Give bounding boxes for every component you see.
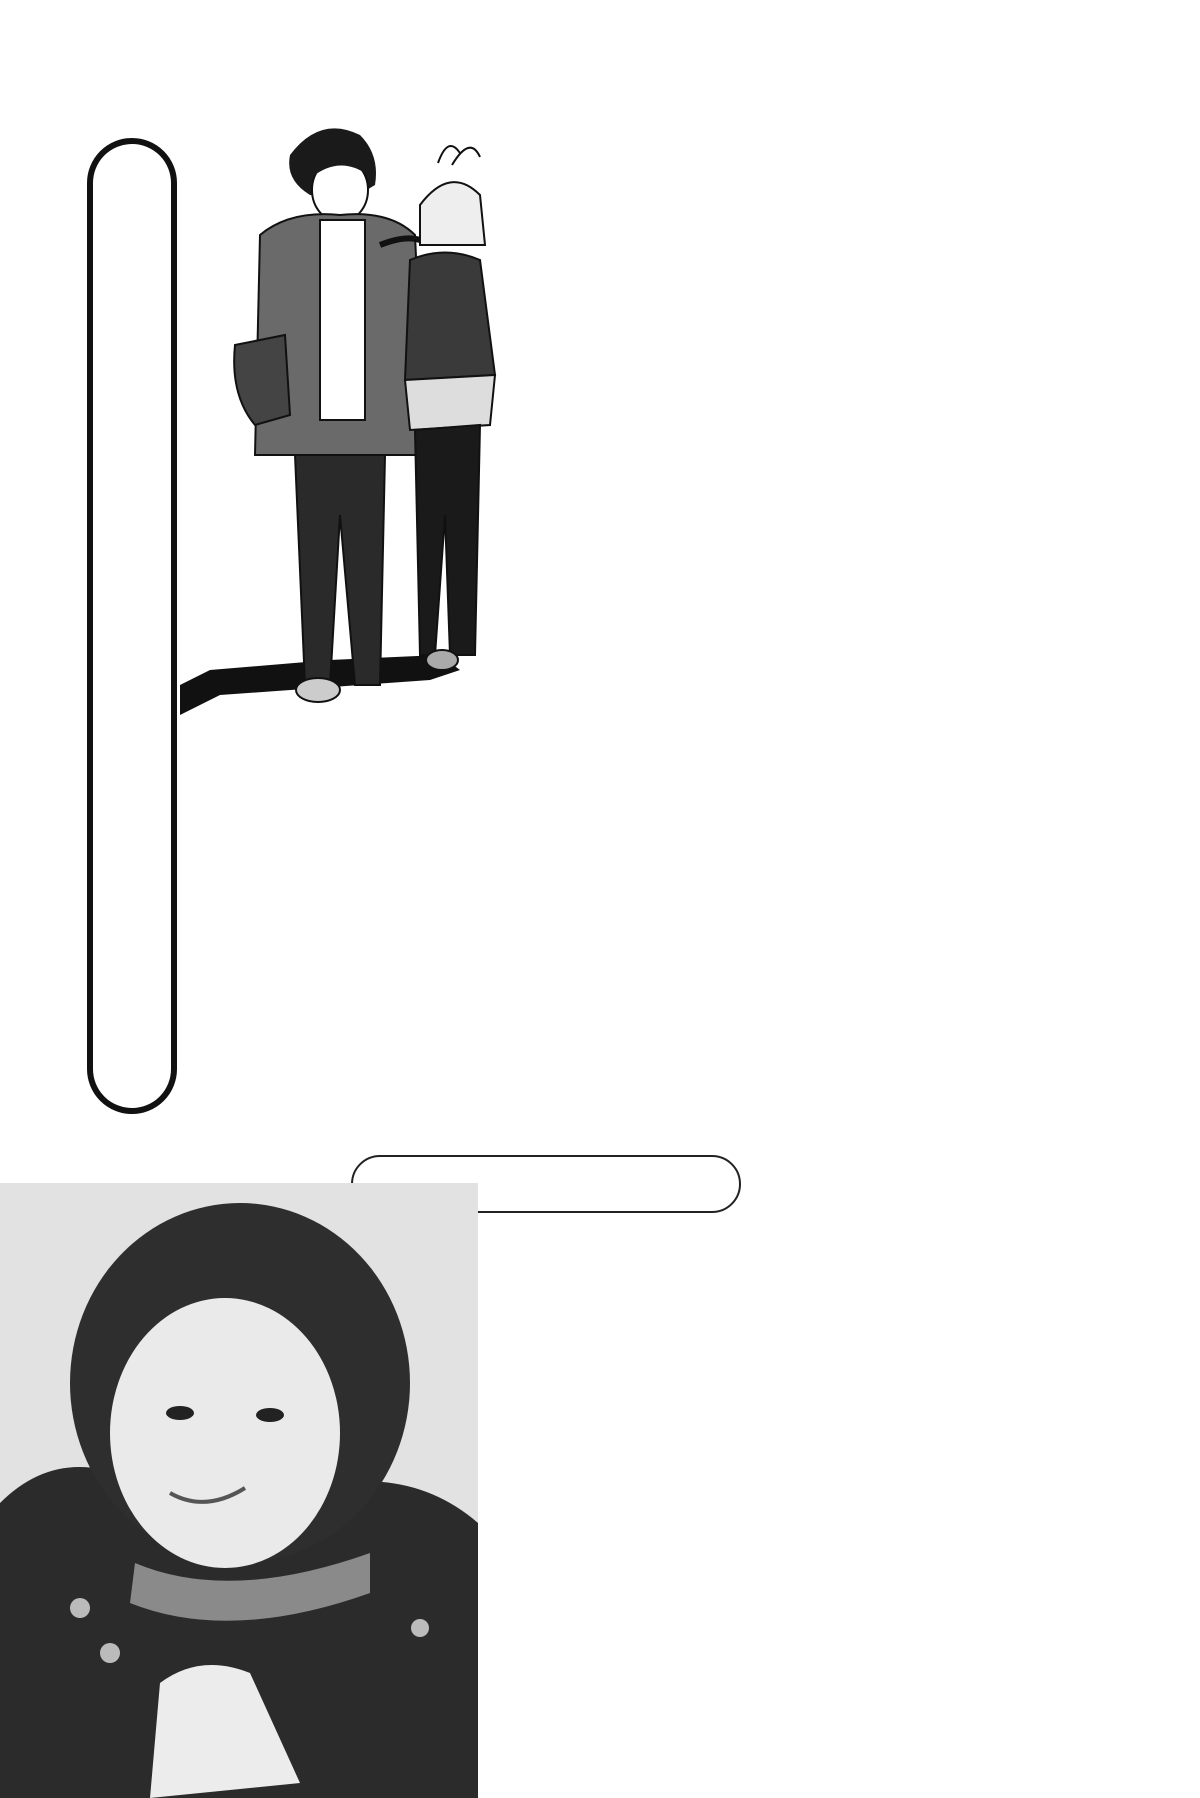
title-banner: [87, 138, 177, 1114]
manga-illustration: [180, 95, 580, 735]
face: [110, 1298, 340, 1568]
yui-horie-photo: [0, 1183, 478, 1798]
keitaro-figure: [234, 128, 425, 702]
